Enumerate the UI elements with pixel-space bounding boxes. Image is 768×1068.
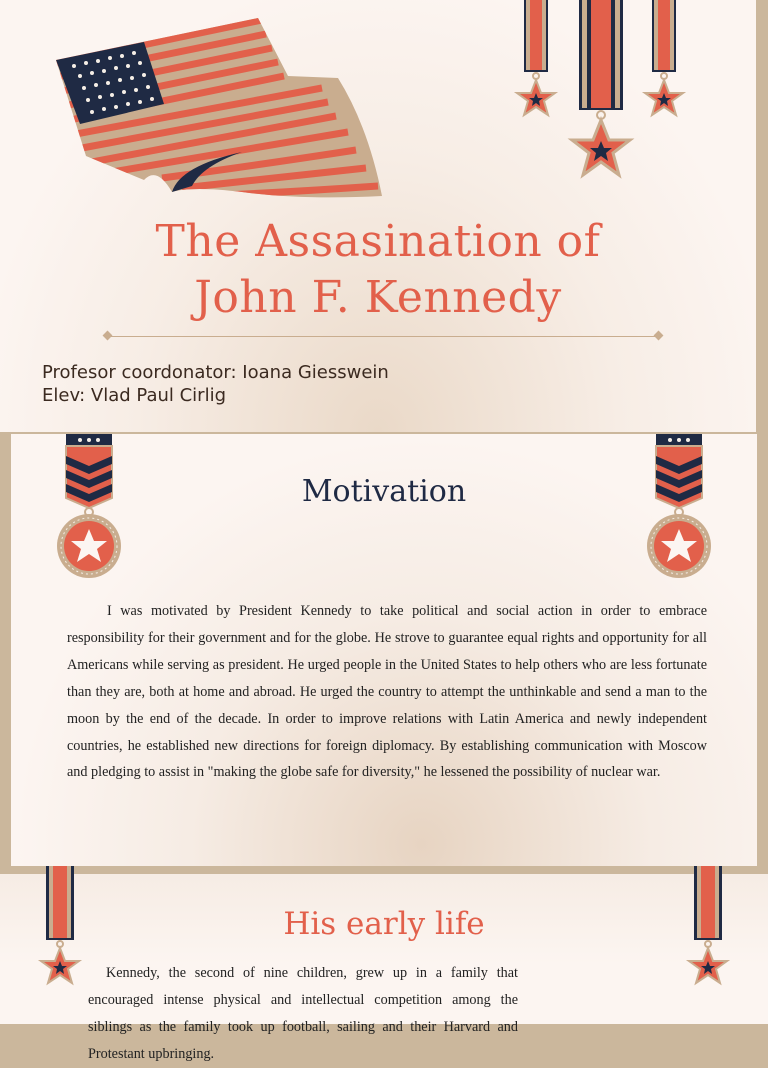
student-credit: Elev: Vlad Paul Cirlig — [42, 385, 226, 406]
divider-diamond-right — [654, 331, 664, 341]
title-slide — [0, 0, 756, 432]
motivation-paragraph: I was motivated by President Kennedy to take political and social action in order to embrace responsibility for their government and for the globe. He strove to guarantee equal rights and opportunity for all Americans while serving as president. He urged people in the United States to help others who are less fortunate than they are, both at home and abroad. He urged the country to attempt the unthinkable and send a man to the moon by the end of the decade. In order to improve relations with Latin America and newly independent countries, he established new directions for foreign diplomacy. By establishing communication with Moscow and pledging to assist in "making the globe safe for diversity," he lessened the possibility of nuclear war. — [67, 603, 707, 781]
medal-small-left-icon — [514, 0, 558, 124]
early-life-paragraph: Kennedy, the second of nine children, grew up in a family that encouraged intense physical and intellectual competition among the siblings as the family took up football, sailing and their Harvard and Protestant upbringing. — [88, 965, 518, 1062]
early-life-heading: His early life — [283, 906, 485, 942]
american-flag-icon — [52, 16, 392, 206]
medal-small-right-icon — [642, 0, 686, 124]
motivation-heading: Motivation — [301, 474, 467, 509]
divider-diamond-left — [103, 331, 113, 341]
teacher-credit: Profesor coordonator: Ioana Giesswein — [42, 362, 389, 383]
title-line-1: The Assasination of — [155, 216, 601, 267]
page-title — [0, 214, 756, 326]
chevron-medal-right-icon — [644, 434, 714, 584]
title-divider — [104, 336, 662, 337]
title-line-2: John F. Kennedy — [194, 272, 562, 323]
chevron-medal-left-icon — [54, 434, 124, 584]
medal-large-icon — [566, 0, 636, 184]
